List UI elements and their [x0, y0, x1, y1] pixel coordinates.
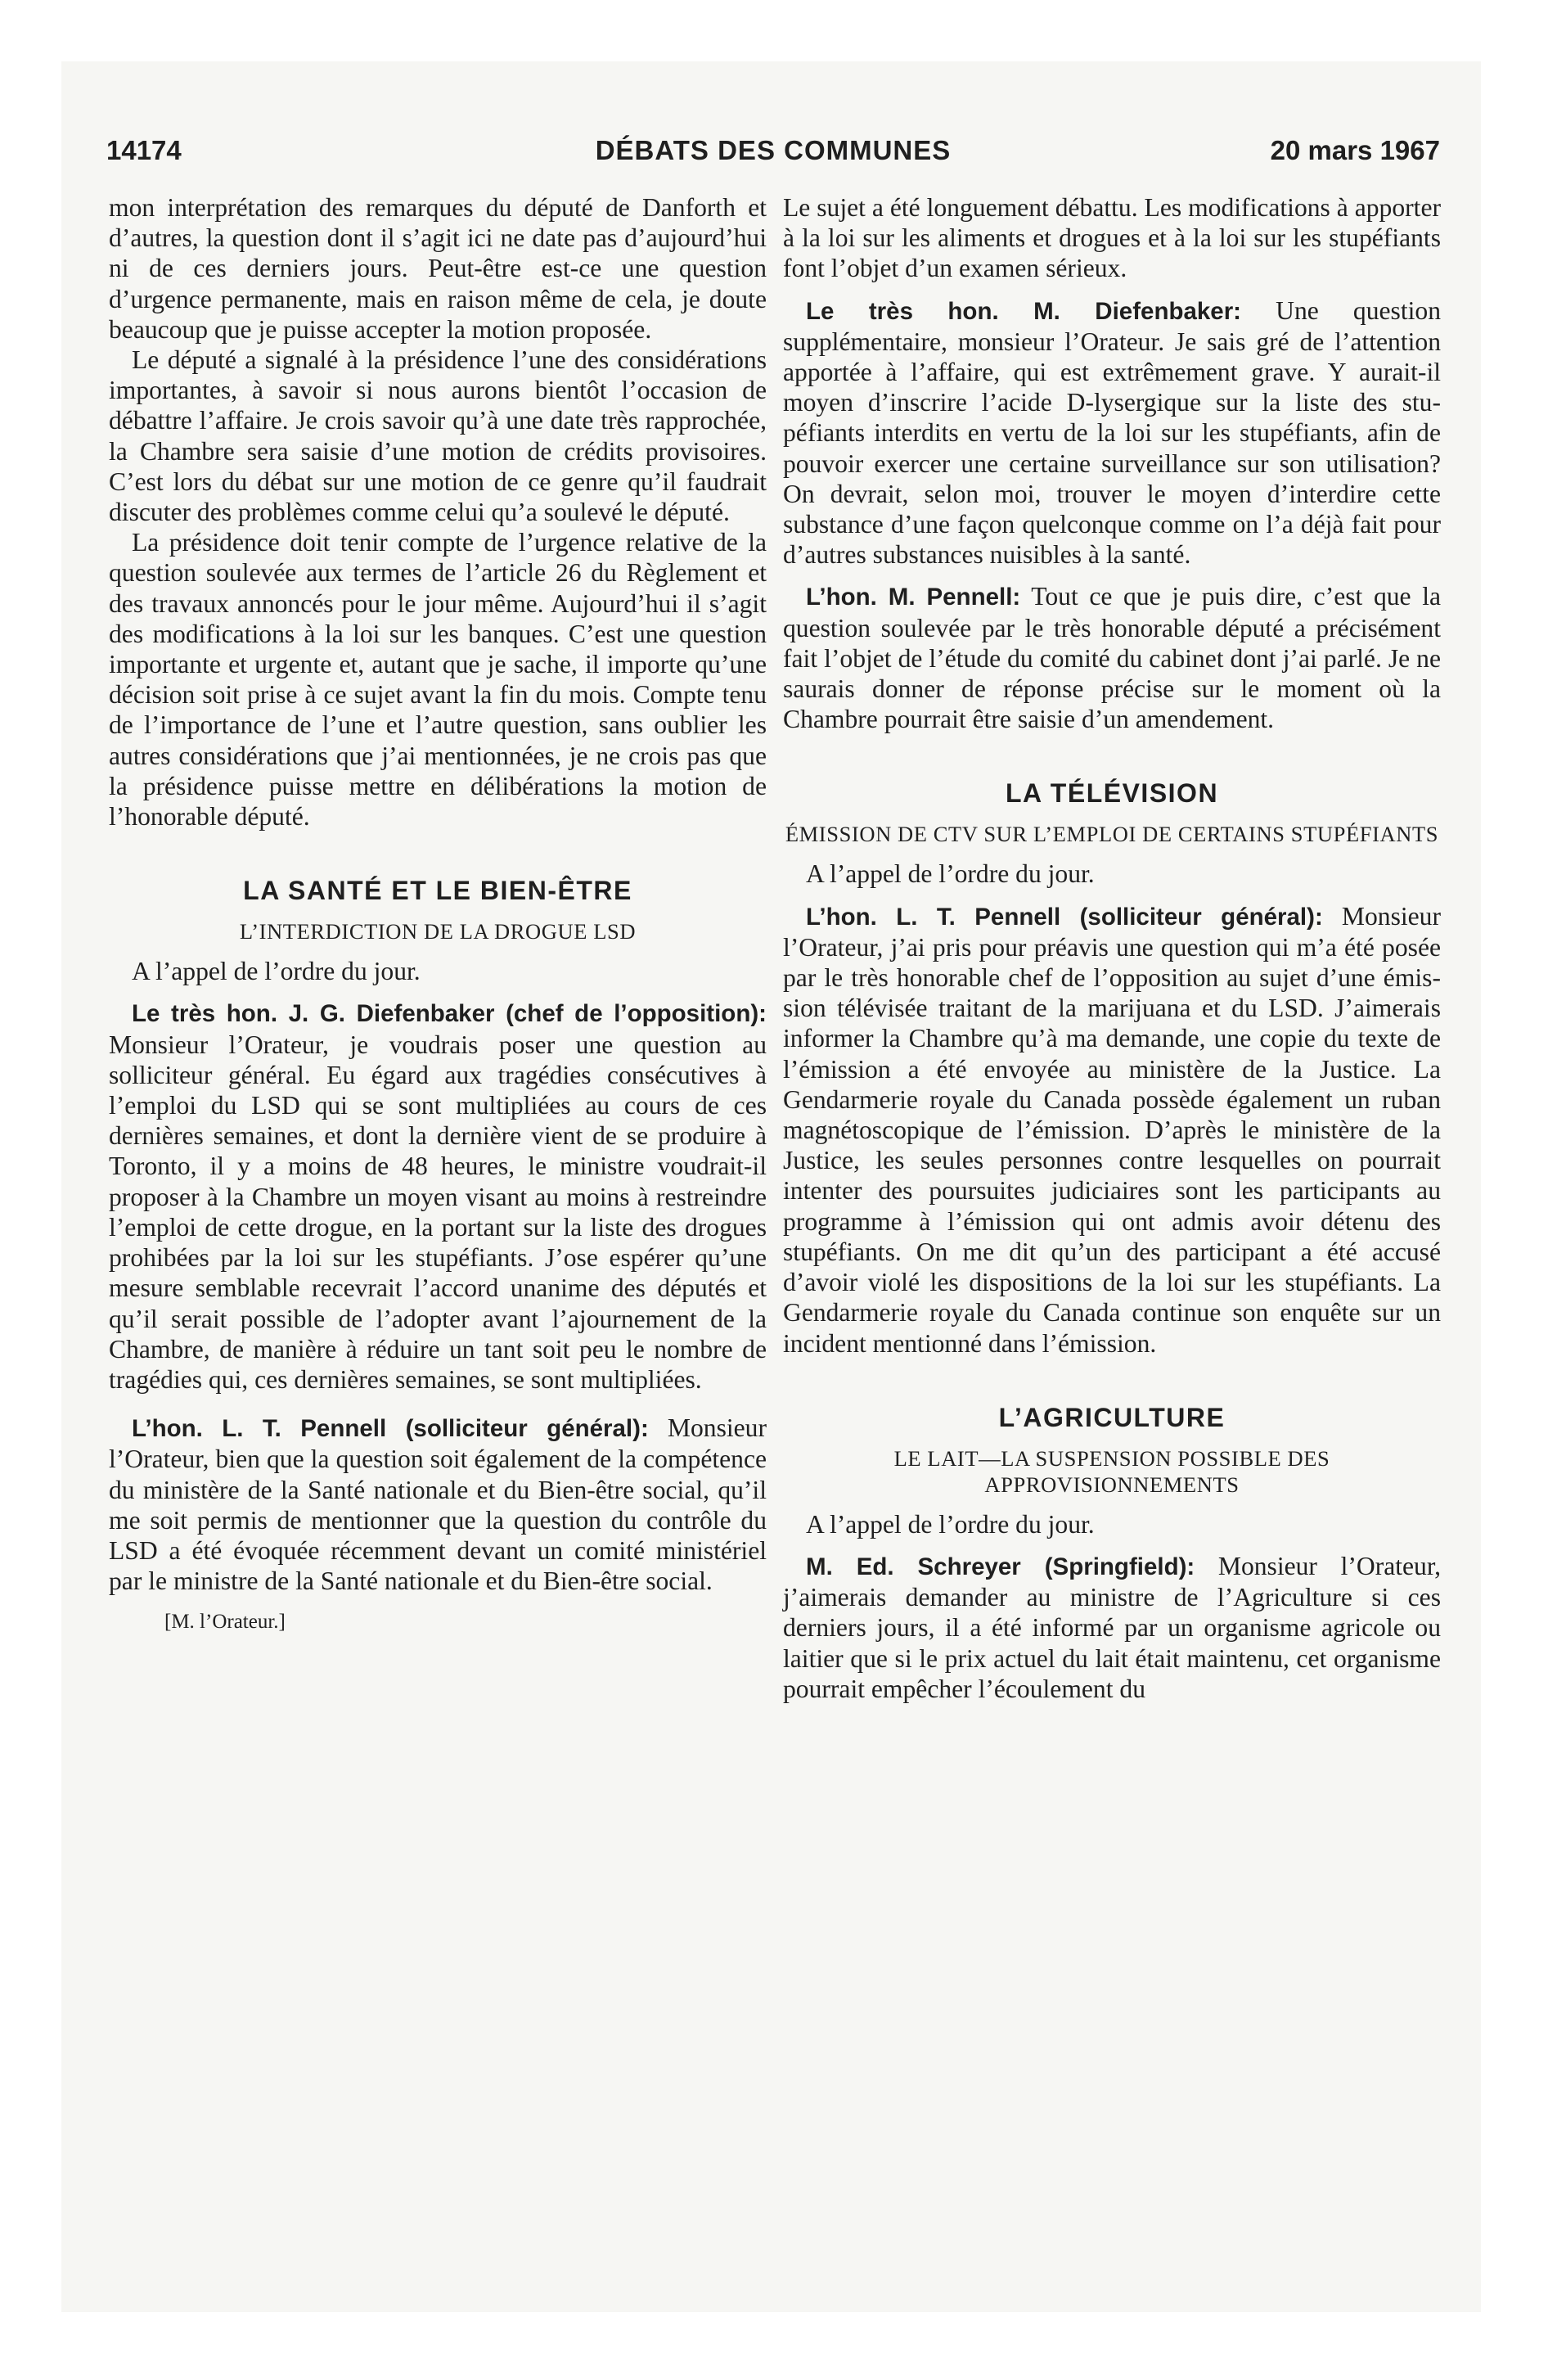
speech-paragraph [783, 901, 1441, 1359]
section-subheading: ÉMISSION DE CTV SUR L’EMPLOI DE CERTAINS STUPÉFIANTS [785, 822, 1439, 847]
section-heading: LA TÉLÉVISION [1005, 778, 1219, 809]
speech-text: Monsieur l’Orateur, j’ai pris pour préavis une question qui m’a été posée par le très honorable chef de l’opposition au sujet d’une émission télévisée traitant de la marijuana et du LSD. J’aimerais informer la Chambre qu’à ma demande, une copie du texte de l’émission a été envoyée au ministère de la Justice. La Gendarmerie royale du Canada possède également un ruban magnétoscopique de l’émission. D’après le ministère de la Justice, les seules personnes contre lesquelles on pourrait intenter des poursuites judiciaires sont les participants au programme à l’émission qui ont admis avoir détenu des stupéfiants. On me dit qu’un des participant a été accusé d’avoir violé les dispositions de la loi sur les stupéfiants. La Gendarmerie royale du Canada continue son enquête sur un incident mentionné dans l’émission. [783, 901, 1442, 1358]
publication-title: DÉBATS DES COMMUNES [595, 135, 952, 165]
left-column [109, 192, 767, 1637]
speech-paragraph [783, 1551, 1441, 1704]
section-subheading: L’INTERDICTION DE LA DROGUE LSD [239, 919, 637, 944]
publication-date: 20 mars 1967 [1270, 135, 1440, 165]
speech-paragraph [783, 295, 1441, 570]
speaker-name: L’hon. L. T. Pennell (solliciteur général): [132, 1415, 649, 1443]
footer-note: [M. l’Orateur.] [164, 1611, 286, 1634]
speaker-name: L’hon. L. T. Pennell (solliciteur général): [806, 903, 1323, 931]
paragraph: A l’appel de l’ordre du jour. [132, 957, 421, 986]
paragraph: A l’appel de l’ordre du jour. [806, 859, 1095, 889]
paragraph: A l’appel de l’ordre du jour. [806, 1509, 1095, 1539]
speaker-name: Le très hon. J. G. Diefenbaker (chef de l’opposition): [132, 1000, 767, 1028]
paragraph: Le sujet a été longuement débattu. Les modifications à apporter à la loi sur les aliments et drogues et à la loi sur les stupéfiants font l’objet d’un examen sérieux. [783, 193, 1441, 283]
speech-text: Une question supplémentaire, monsieur l’Orateur. Je sais gré de l’attention apportée à l’affaire, qui est extrêmement grave. Y aurait-il moyen d’inscrire l’acide D-lysergique sur la liste des stupéfiants interdits en vertu de la loi sur les stupéfiants, afin de pouvoir exercer une certaine surveillance sur son utilisation? On devrait, selon moi, trouver le moyen d’interdire cette substance d’une façon quelconque comme on l’a déjà fait pour d’autres substances nuisibles à la santé. [783, 295, 1441, 570]
speech-paragraph [783, 581, 1441, 734]
speech-text: Monsieur l’Orateur, bien que la question soit également de la compétence du ministère de la Santé nationale et du Bien-être social, qu’il me soit permis de mentionner que la question du contrôle du LSD a été évoquée récemment devant un comité ministériel par le ministre de la Santé nationale et du Bien-être social. [109, 1413, 767, 1596]
speech-paragraph [109, 998, 767, 1395]
speech-text: Monsieur l’Orateur, je voudrais poser une question au solliciteur général. Eu égard aux tragédies consécutives à l’emploi du LSD qui se sont multipliées au cours de ces dernières semaines, et dont la dernière vient de se produire à Toronto, il y a moins de 48 heures, le ministre voudrait-il proposer à la Chambre un moyen visant au moins à restreindre l’emploi de cette drogue, en la portant sur la liste des drogues prohibées par la loi sur les stupéfiants. J’ose espérer qu’une mesure semblable recevrait l’accord unanime des députés et qu’il serait possible de l’adopter avant l’ajournement de la Chambre, de manière à réduire un tant soit peu le nombre de tragédies qui, ces dernières semaines, se sont multipliées. [109, 1030, 767, 1394]
speech-paragraph [109, 1413, 767, 1596]
section-heading: L’AGRICULTURE [998, 1402, 1226, 1432]
speech-text: Monsieur l’Orateur, j’aimerais demander au ministre de l’Agriculture si ces derniers jours, il a été informé par un organisme agricole ou laitier que si le prix actuel du lait était maintenu, cet organisme pourrait empêcher l’écoulement du [783, 1551, 1441, 1703]
speaker-name: Le très hon. M. Diefenbaker: [806, 297, 1242, 325]
paragraph: La présidence doit tenir compte de l’urgence relative de la question soulevée aux termes de l’article 26 du Règlement et des travaux annoncés pour le jour même. Aujourd’hui il s’agit des modifications à la loi sur les banques. C’est une question importante et urgente et, autant que je sache, il importe qu’une décision soit prise à ce sujet avant la fin du mois. Compte tenu de l’importance de l’une et l’autre question, sans oublier les autres considérations que j’ai mentionnées, je ne crois pas que la présidence puisse mettre en délibérations la motion de l’honorable député. [109, 528, 767, 832]
page-header [106, 135, 1440, 174]
right-column [783, 192, 1441, 1704]
page-number: 14174 [106, 135, 182, 165]
speech-text: Tout ce que je puis dire, c’est que la question soulevée par le très honorable député a précisément fait l’objet de l’étude du comité du cabinet dont j’ai parlé. Je ne saurais donner de réponse précise sur le moment où la Chambre pourrait être saisie d’un amendement. [783, 582, 1441, 734]
paragraph: mon interprétation des remarques du député de Danforth et d’autres, la question dont il s’agit ici ne date pas d’aujourd’hui ni de ces derniers jours. Peut-être est-ce une question d’urgence permanente, mais en raison même de cela, je doute beaucoup que je puisse accepter la motion proposée. [109, 193, 767, 344]
section-subheading: LE LAIT—LA SUSPENSION POSSIBLE DES APPROVISIONNEMENTS [893, 1445, 1330, 1497]
speaker-name: M. Ed. Schreyer (Springfield): [806, 1553, 1195, 1580]
section-heading: LA SANTÉ ET LE BIEN-ÊTRE [243, 876, 632, 906]
speaker-name: L’hon. M. Pennell: [806, 584, 1021, 611]
paragraph: Le député a signalé à la présidence l’une des considérations importantes, à savoir si nous aurons bientôt l’occasion de débattre l’affaire. Je crois savoir qu’à une date très rapprochée, la Chambre sera saisie d’une motion de crédits provisoires. C’est lors du débat sur une motion de ce genre qu’il faudrait discuter des problèmes comme celui qu’a soulevé le député. [109, 345, 767, 527]
